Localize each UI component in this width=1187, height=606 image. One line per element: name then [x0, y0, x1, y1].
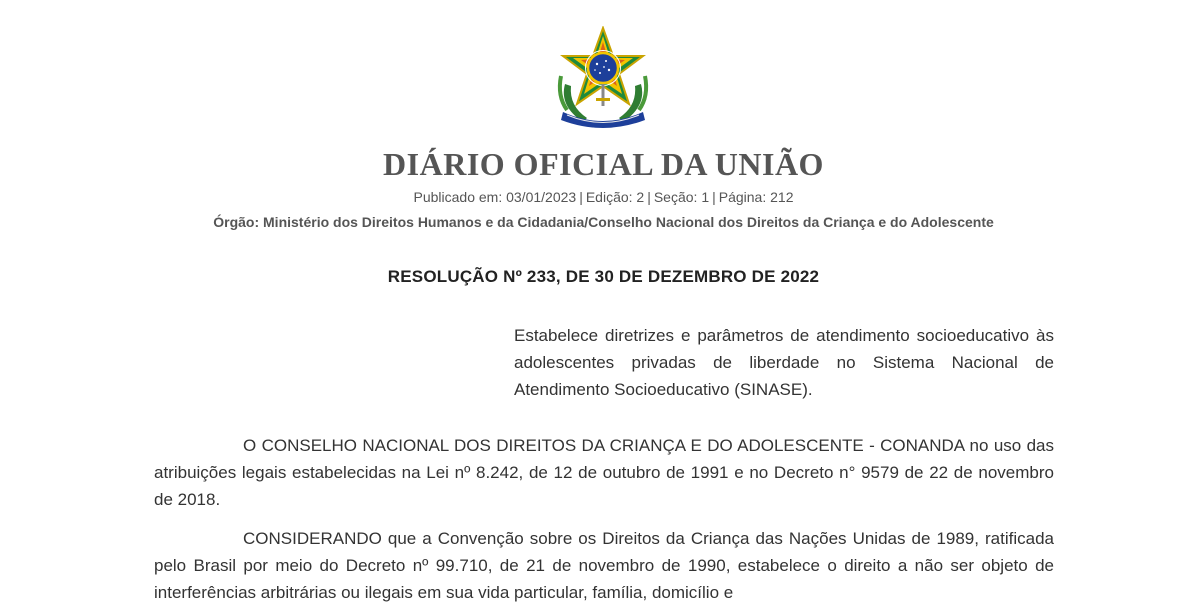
issuing-agency: Órgão: Ministério dos Direitos Humanos e da Cidadania/Conselho Nacional dos Direitos da Criança e do Adolescente: [213, 214, 994, 230]
body-paragraph: CONSIDERANDO que a Convenção sobre os Direitos da Criança das Nações Unidas de 1989, ratificada pelo Brasil por meio do Decreto nº 99.710, de 21 de novembro de 1990, estabelece o direito a não ser objeto de interferências arbitrárias ou ilegais em sua vida particular, família, domicílio e: [154, 529, 1054, 602]
edition: Edição: 2: [585, 189, 645, 205]
page-title: DIÁRIO OFICIAL DA UNIÃO: [383, 146, 824, 182]
resolution-title: RESOLUÇÃO Nº 233, DE 30 DE DEZEMBRO DE 2022: [387, 267, 820, 286]
section: Seção: 1: [653, 189, 710, 205]
resolution-summary: Estabelece diretrizes e parâmetros de atendimento socioeducativo às adolescentes privadas de liberdade no Sistema Nacional de Atendimento Socioeducativo (SINASE).: [514, 326, 1054, 399]
body-paragraph: O CONSELHO NACIONAL DOS DIREITOS DA CRIANÇA E DO ADOLESCENTE - CONANDA no uso das atribuições legais estabelecidas na Lei nº 8.242, de 12 de outubro de 1991 e no Decreto n° 9579 de 22 de novembro de 2018.: [154, 436, 1054, 509]
publication-meta: Publicado em: 03/01/2023 | Edição: 2 | Seção: 1 | Página: 212: [413, 189, 794, 205]
published-date: Publicado em: 03/01/2023: [413, 189, 577, 205]
brasao-da-republica-icon: [553, 26, 653, 128]
page-number: Página: 212: [718, 189, 794, 205]
